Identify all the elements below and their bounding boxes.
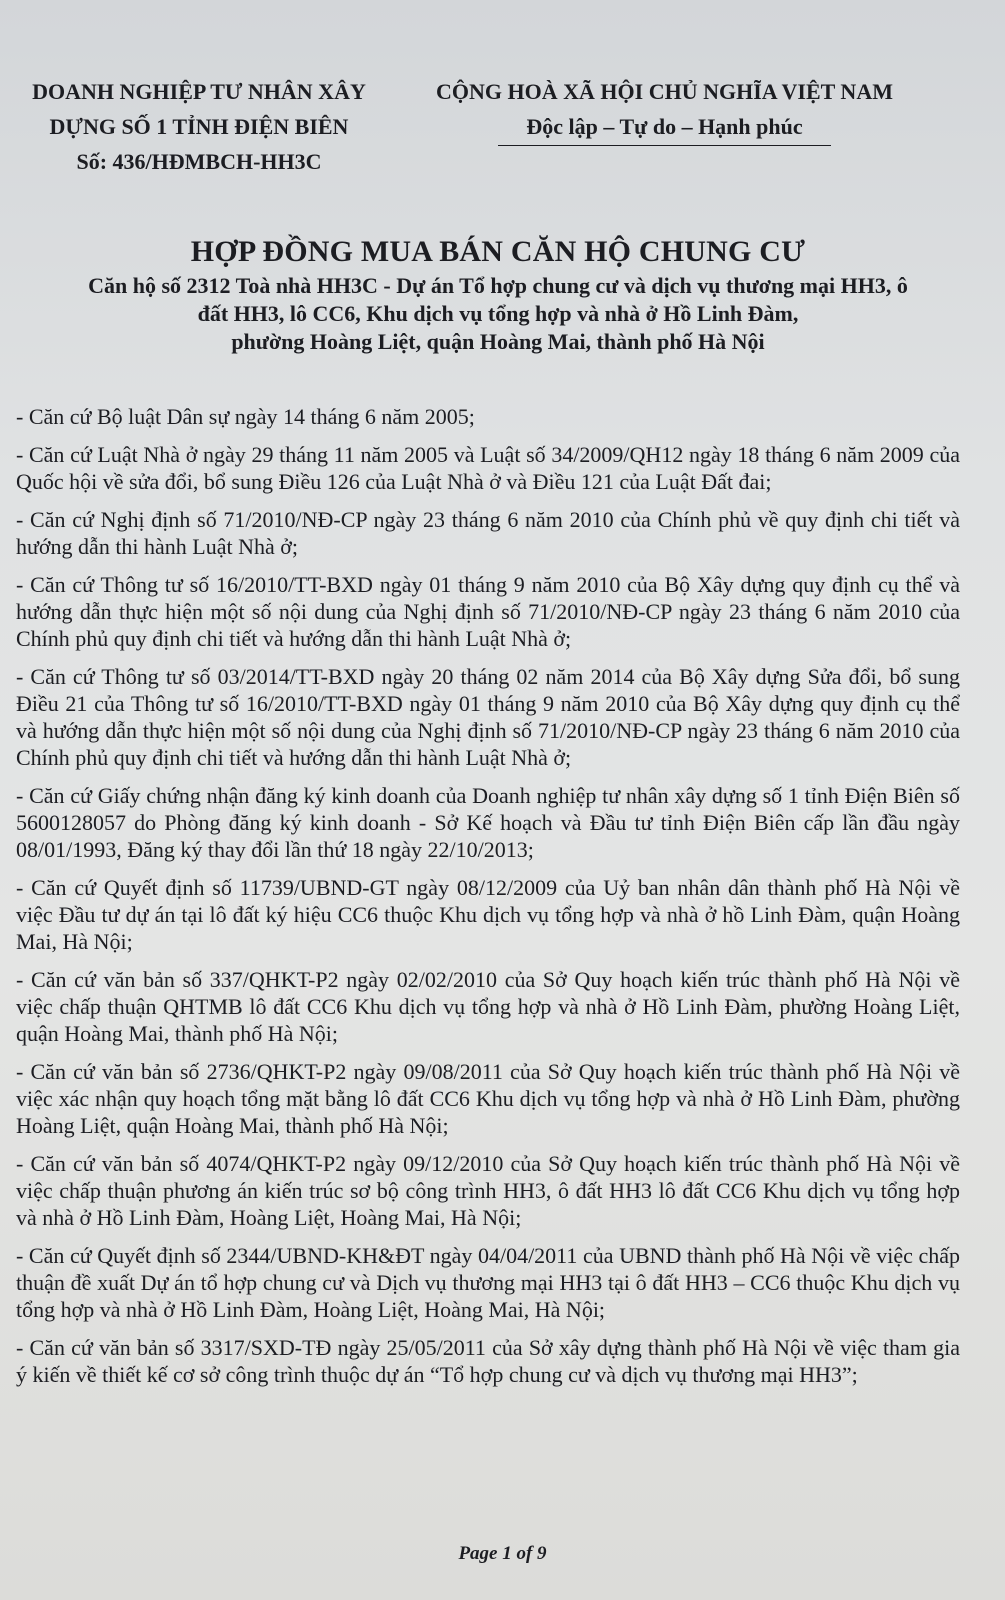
page-number: Page 1 of 9 bbox=[458, 1543, 547, 1564]
document-subtitle-line3: phường Hoàng Liệt, quận Hoàng Mai, thành phố Hà Nội bbox=[231, 329, 765, 354]
document-subtitle-line2: đất HH3, lô CC6, Khu dịch vụ tổng hợp và nhà ở Hồ Linh Đàm, bbox=[197, 301, 799, 326]
legal-basis-item: - Căn cứ văn bản số 2736/QHKT-P2 ngày 09/08/2011 của Sở Quy hoạch kiến trúc thành phố Hà Nội về việc xác nhận quy hoạch tổng mặt bằng lô đất CC6 Khu dịch vụ tổng hợp và nhà ở Hồ Linh Đàm, phường Hoàng Liệt, quận Hoàng Mai, thành phố Hà Nội; bbox=[16, 1059, 960, 1138]
legal-basis-item: - Căn cứ Thông tư số 16/2010/TT-BXD ngày 01 tháng 9 năm 2010 của Bộ Xây dựng quy định cụ thể và hướng dẫn thực hiện một số nội dung của Nghị định số 71/2010/NĐ-CP ngày 23 tháng 6 năm 2010 của Chính phủ quy định chi tiết và hướng dẫn thi hành Luật Nhà ở; bbox=[16, 572, 960, 651]
legal-basis-item: - Căn cứ Thông tư số 03/2014/TT-BXD ngày 20 tháng 02 năm 2014 của Bộ Xây dựng Sửa đổi, bổ sung Điều 21 của Thông tư số 16/2010/TT-BXD ngày 01 tháng 9 năm 2010 của Bộ Xây dựng quy định cụ thể và hướng dẫn thực hiện một số nội dung của Nghị định số 71/2010/NĐ-CP ngày 23 tháng 6 năm 2010 của Chính phủ quy định chi tiết và hướng dẫn thi hành Luật Nhà ở; bbox=[16, 664, 960, 770]
national-header bbox=[412, 74, 917, 146]
title-block bbox=[18, 232, 978, 356]
national-motto: Độc lập – Tự do – Hạnh phúc bbox=[498, 111, 830, 146]
country-name: CỘNG HOÀ XÃ HỘI CHỦ NGHĨA VIỆT NAM bbox=[436, 79, 893, 104]
legal-basis-item: - Căn cứ văn bản số 3317/SXD-TĐ ngày 25/05/2011 của Sở xây dựng thành phố Hà Nội về việc tham gia ý kiến về thiết kế cơ sở công trình thuộc dự án “Tổ hợp chung cư và dịch vụ thương mại HH3”; bbox=[16, 1335, 960, 1387]
legal-basis-item: - Căn cứ văn bản số 337/QHKT-P2 ngày 02/02/2010 của Sở Quy hoạch kiến trúc thành phố Hà Nội về việc chấp thuận QHTMB lô đất CC6 Khu dịch vụ tổng hợp và nhà ở Hồ Linh Đàm, phường Hoàng Liệt, quận Hoàng Mai, thành phố Hà Nội; bbox=[16, 967, 960, 1046]
legal-basis-item: - Căn cứ Nghị định số 71/2010/NĐ-CP ngày 23 tháng 6 năm 2010 của Chính phủ về quy định chi tiết và hướng dẫn thi hành Luật Nhà ở; bbox=[16, 507, 960, 559]
issuer-name-line2: DỰNG SỐ 1 TỈNH ĐIỆN BIÊN bbox=[49, 114, 349, 139]
document-number: Số: 436/HĐMBCH-HH3C bbox=[76, 149, 322, 174]
legal-basis-item: - Căn cứ Giấy chứng nhận đăng ký kinh doanh của Doanh nghiệp tư nhân xây dựng số 1 tỉnh Điện Biên số 5600128057 do Phòng đăng ký kinh doanh - Sở Kế hoạch và Đầu tư tỉnh Điện Biên cấp lần đầu ngày 08/01/1993, Đăng ký thay đổi lần thứ 18 ngày 22/10/2013; bbox=[16, 783, 960, 862]
legal-basis-list bbox=[16, 403, 960, 1399]
legal-basis-item: - Căn cứ Luật Nhà ở ngày 29 tháng 11 năm 2005 và Luật số 34/2009/QH12 ngày 18 tháng 6 năm 2009 của Quốc hội về sửa đổi, bổ sung Điều 126 của Luật Nhà ở và Điều 121 của Luật Đất đai; bbox=[16, 442, 960, 494]
legal-basis-item: - Căn cứ Bộ luật Dân sự ngày 14 tháng 6 năm 2005; bbox=[16, 404, 475, 429]
legal-basis-item: - Căn cứ Quyết định số 2344/UBND-KH&ĐT ngày 04/04/2011 của UBND thành phố Hà Nội về việc chấp thuận đề xuất Dự án tổ hợp chung cư và Dịch vụ thương mại HH3 tại ô đất HH3 – CC6 thuộc Khu dịch vụ tổng hợp và nhà ở Hồ Linh Đàm, Hoàng Liệt, Hoàng Mai, Hà Nội; bbox=[16, 1243, 960, 1322]
document-subtitle-line1: Căn hộ số 2312 Toà nhà HH3C - Dự án Tổ hợp chung cư và dịch vụ thương mại HH3, ô bbox=[88, 273, 908, 298]
issuer-block bbox=[14, 74, 384, 179]
issuer-name-line1: DOANH NGHIỆP TƯ NHÂN XÂY bbox=[32, 79, 366, 104]
legal-basis-item: - Căn cứ văn bản số 4074/QHKT-P2 ngày 09/12/2010 của Sở Quy hoạch kiến trúc thành phố Hà Nội về việc chấp thuận phương án kiến trúc sơ bộ công trình HH3, ô đất HH3 lô đất CC6 Khu dịch vụ tổng hợp và nhà ở Hồ Linh Đàm, Hoàng Liệt, Hoàng Mai, Hà Nội; bbox=[16, 1151, 960, 1230]
legal-basis-item: - Căn cứ Quyết định số 11739/UBND-GT ngày 08/12/2009 của Uỷ ban nhân dân thành phố Hà Nội về việc Đầu tư dự án tại lô đất ký hiệu CC6 thuộc Khu dịch vụ tổng hợp và nhà ở hồ Linh Đàm, quận Hoàng Mai, Hà Nội; bbox=[16, 875, 960, 954]
document-title: HỢP ĐỒNG MUA BÁN CĂN HỘ CHUNG CƯ bbox=[190, 235, 806, 268]
